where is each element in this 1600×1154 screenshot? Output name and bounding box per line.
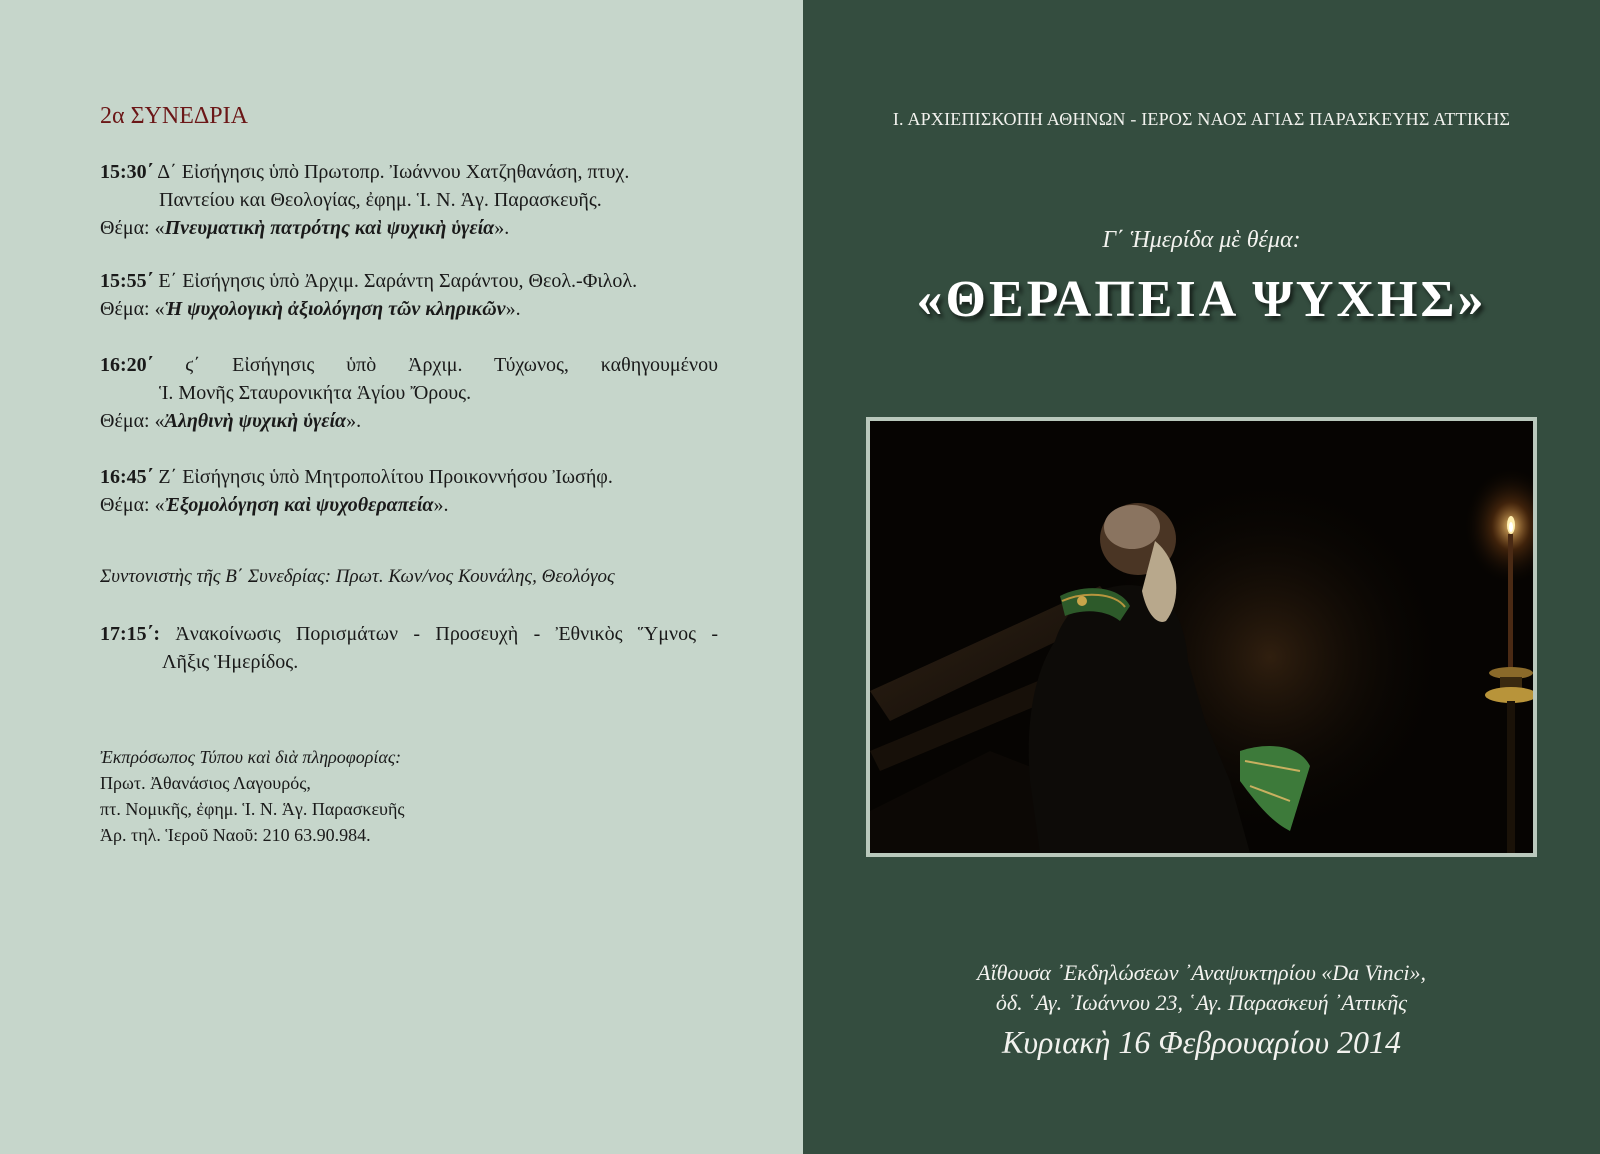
venue-line-1: Αἴθουσα ᾿Εκδηλώσεων ᾿Αναψυκτηρίου «Da Vinci», — [977, 960, 1426, 985]
item-speaker: Δ΄ Εἰσήγησις ὑπὸ Πρωτοπρ. Ἰωάννου Χατζηθανάση, πτυχ. — [157, 161, 630, 183]
item-time: 15:55΄ — [100, 270, 154, 292]
contact-role: πτ. Νομικῆς, ἐφημ. Ἱ. Ν. Ἁγ. Παρασκευῆς — [100, 799, 405, 819]
closing-item — [100, 620, 718, 676]
item-theme: Θέμα: «Ἐξομολόγηση καὶ ψυχοθεραπεία». — [100, 494, 449, 516]
item-speaker: Ζ΄ Εἰσήγησις ὑπὸ Μητροπολίτου Προικοννήσου Ἰωσήφ. — [158, 466, 613, 488]
schedule-item-2 — [100, 267, 718, 323]
event-title: «ΘΕΡΑΠΕΙΑ ΨΥΧΗΣ» — [916, 271, 1487, 328]
schedule-item-4 — [100, 463, 718, 519]
cover-photo — [866, 417, 1537, 857]
contact-heading: Ἐκπρόσωπος Τύπου καὶ διὰ πληροφορίας: — [100, 747, 402, 767]
organizer: Ι. ΑΡΧΙΕΠΙΣΚΟΠΗ ΑΘΗΝΩΝ - ΙΕΡΟΣ ΝΑΟΣ ΑΓΙΑΣ ΠΑΡΑΣΚΕΥΗΣ ΑΤΤΙΚΗΣ — [892, 109, 1511, 129]
closing-text: Ἀνακοίνωσις Πορισμάτων - Προσευχὴ - Ἐθνικὸς Ὕμνος - — [175, 623, 719, 645]
item-speaker-cont: Παντείου και Θεολογίας, ἐφημ. Ἱ. Ν. Ἁγ. Παρασκευῆς. — [159, 189, 602, 211]
schedule-item-3 — [100, 351, 718, 435]
press-contact — [100, 744, 404, 848]
schedule-item-1 — [100, 158, 718, 242]
event-subtitle: Γ΄ Ἡμερίδα μὲ θέμα: — [1102, 227, 1301, 253]
event-date: Κυριακὴ 16 Φεβρουαρίου 2014 — [1002, 1024, 1401, 1060]
venue-line-2: ὁδ. ῾Αγ. ᾿Ιωάννου 23, ῾Αγ. Παρασκευή ᾿Αττικῆς — [995, 990, 1408, 1015]
contact-name: Πρωτ. Ἀθανάσιος Λαγουρός, — [100, 773, 311, 793]
item-theme: Θέμα: «Ἡ ψυχολογικὴ ἀξιολόγηση τῶν κληρικῶν». — [100, 298, 521, 320]
item-time: 16:45΄ — [100, 466, 154, 488]
item-speaker: ϛ΄ Εἰσήγησις ὑπὸ Ἀρχιμ. Τύχωνος, καθηγουμένου — [185, 354, 718, 376]
session-title: 2α ΣΥΝΕΔΡΙΑ — [100, 103, 248, 129]
venue — [803, 958, 1600, 1018]
right-page — [803, 0, 1600, 1154]
item-theme: Θέμα: «Ἀληθινὴ ψυχικὴ ὑγεία». — [100, 410, 362, 432]
closing-time: 17:15΄: — [100, 623, 160, 645]
coordinator-note: Συντονιστὴς τῆς Β΄ Συνεδρίας: Πρωτ. Κων/νος Κουνάλης, Θεολόγος — [100, 566, 615, 587]
item-speaker-cont: Ἱ. Μονῆς Σταυρονικήτα Ἁγίου Ὄρους. — [159, 382, 472, 404]
contact-phone: Ἀρ. τηλ. Ἱεροῦ Ναοῦ: 210 63.90.984. — [100, 825, 371, 845]
item-time: 16:20΄ — [100, 354, 154, 376]
item-theme: Θέμα: «Πνευματικὴ πατρότης καὶ ψυχικὴ ὑγεία». — [100, 217, 510, 239]
closing-text-cont: Λῆξις Ἡμερίδος. — [162, 651, 299, 673]
item-time: 15:30΄ — [100, 161, 154, 183]
item-speaker: Ε΄ Εἰσήγησις ὑπὸ Ἀρχιμ. Σαράντη Σαράντου, Θεολ.-Φιλολ. — [158, 270, 638, 292]
priest-photo-illustration — [870, 421, 1533, 853]
